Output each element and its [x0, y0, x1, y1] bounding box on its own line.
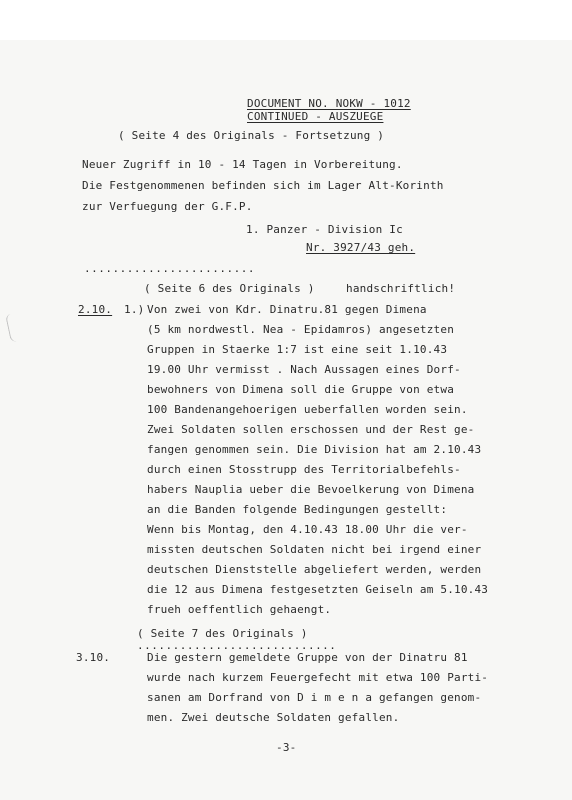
reference-number: Nr. 3927/43 geh.: [306, 241, 416, 254]
body-line: frueh oeffentlich gehaengt.: [147, 603, 332, 616]
entry-date: 2.10.: [78, 303, 113, 316]
body-line: Von zwei von Kdr. Dinatru.81 gegen Dimena: [147, 303, 427, 316]
page-number: -3-: [276, 741, 297, 754]
doc-number: DOCUMENT NO. NOKW - 1012: [247, 97, 411, 110]
section-heading-page4: ( Seite 4 des Originals - Fortsetzung ): [118, 129, 385, 142]
division-signature: 1. Panzer - Division Ic: [246, 223, 403, 236]
body-line: Wenn bis Montag, den 4.10.43 18.00 Uhr die ver-: [147, 523, 468, 536]
body-line: fangen genommen sein. Die Division hat am 2.10.43: [147, 443, 482, 456]
item-number: 1.): [124, 303, 145, 316]
dotted-separator: ............................: [137, 639, 337, 652]
handwritten-note: handschriftlich!: [346, 282, 456, 295]
body-line: Gruppen in Staerke 1:7 ist eine seit 1.10.43: [147, 343, 448, 356]
entry-date: 3.10.: [76, 651, 111, 664]
body-line: Zwei Soldaten sollen erschossen und der Rest ge-: [147, 423, 475, 436]
body-line: zur Verfuegung der G.F.P.: [82, 200, 253, 213]
body-line: deutschen Dienststelle abgeliefert werden, werden: [147, 563, 482, 576]
section-heading-page6: ( Seite 6 des Originals ): [144, 282, 315, 295]
body-line: durch einen Stosstrupp des Territorialbefehls-: [147, 463, 461, 476]
body-line: an die Banden folgende Bedingungen gestellt:: [147, 503, 448, 516]
body-line: 19.00 Uhr vermisst . Nach Aussagen eines Dorf-: [147, 363, 461, 376]
body-line: missten deutschen Soldaten nicht bei irgend einer: [147, 543, 482, 556]
section-heading-page7: ( Seite 7 des Originals ): [137, 627, 308, 640]
body-line: 100 Bandenangehoerigen ueberfallen worden sein.: [147, 403, 468, 416]
body-line: (5 km nordwestl. Nea - Epidamros) angesetzten: [147, 323, 455, 336]
dotted-separator: ........................: [84, 262, 255, 275]
body-line: habers Nauplia ueber die Bevoelkerung von Dimena: [147, 483, 475, 496]
margin-mark: [5, 314, 18, 343]
body-line: Die gestern gemeldete Gruppe von der Dinatru 81: [147, 651, 468, 664]
doc-continued: CONTINUED - AUSZUEGE: [247, 110, 384, 123]
body-line: Die Festgenommenen befinden sich im Lager Alt-Korinth: [82, 179, 444, 192]
body-line: wurde nach kurzem Feuergefecht mit etwa 100 Parti-: [147, 671, 489, 684]
body-line: bewohners von Dimena soll die Gruppe von etwa: [147, 383, 455, 396]
body-line: Neuer Zugriff in 10 - 14 Tagen in Vorbereitung.: [82, 158, 403, 171]
body-line: men. Zwei deutsche Soldaten gefallen.: [147, 711, 400, 724]
body-line: sanen am Dorfrand von D i m e n a gefangen genom-: [147, 691, 482, 704]
top-margin: [0, 0, 572, 40]
body-line: die 12 aus Dimena festgesetzten Geiseln am 5.10.43: [147, 583, 489, 596]
